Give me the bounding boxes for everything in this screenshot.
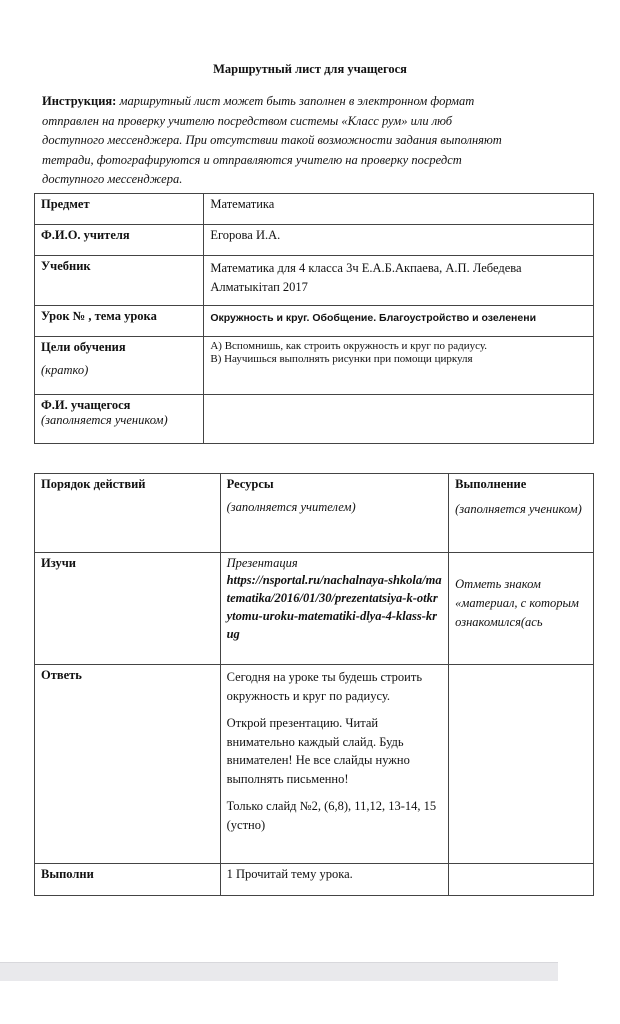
student-label: Ф.И. учащегося: [41, 398, 131, 412]
lesson-info-table: [34, 193, 594, 444]
textbook-value: [204, 256, 594, 306]
resource-type: Презентация: [226, 556, 298, 570]
viewer-bottom-bar: [0, 962, 558, 981]
student-note: (заполняется учеником): [41, 413, 168, 427]
row-do-done[interactable]: [449, 864, 594, 896]
table-row: [35, 256, 594, 306]
answer-paragraph: Только слайд №2, (6,8), 11,12, 13-14, 15 (устно): [226, 799, 437, 832]
goal-item: А) Вспомнишь, как строить окружность и круг по радиусу.: [210, 340, 488, 352]
answer-paragraph: Открой презентацию. Читай внимательно каждый слайд. Будь внимателен! Не все слайды нужно выполнять письменно!: [226, 716, 410, 786]
textbook-line: Алматыкітап 2017: [210, 280, 308, 294]
header-resources-note: (заполняется учителем): [226, 500, 356, 514]
actions-table: [34, 473, 594, 896]
row-study-resource: [220, 553, 449, 665]
goals-label: Цели обучения: [41, 340, 126, 354]
goals-note: (кратко): [41, 363, 89, 377]
textbook-label: Учебник: [35, 256, 204, 306]
table-row: [35, 553, 594, 665]
header-order: Порядок действий: [35, 474, 221, 553]
header-done-note: (заполняется учеником): [455, 502, 582, 516]
row-answer-done[interactable]: [449, 665, 594, 864]
table-row: [35, 474, 594, 553]
goals-value: [204, 337, 594, 395]
subject-label: Предмет: [35, 194, 204, 225]
instruction-label: Инструкция:: [42, 94, 117, 108]
lesson-topic: Окружность и круг. Обобщение. Благоустройство и озеленени: [204, 306, 594, 337]
page-title: Маршрутный лист для учащегося: [213, 62, 407, 76]
instruction-block: [42, 92, 582, 190]
goals-label-cell: [35, 337, 204, 395]
row-do-resource: 1 Прочитай тему урока.: [220, 864, 449, 896]
instruction-line: доступного мессенджера.: [42, 172, 183, 186]
subject-value: Математика: [204, 194, 594, 225]
table-row: [35, 864, 594, 896]
instruction-line: тетради, фотографируются и отправляются учителю на проверку посредст: [42, 152, 462, 167]
teacher-value: Егорова И.А.: [204, 225, 594, 256]
table-row: [35, 194, 594, 225]
row-answer-resource: [220, 665, 449, 864]
student-name-field[interactable]: [204, 395, 594, 444]
instruction-line: маршрутный лист может быть заполнен в электронном формат: [119, 94, 475, 108]
row-answer-action: Ответь: [35, 665, 221, 864]
teacher-label: Ф.И.О. учителя: [35, 225, 204, 256]
answer-paragraph: Сегодня на уроке ты будешь строить окружность и круг по радиусу.: [226, 670, 423, 703]
row-do-action: Выполни: [35, 864, 221, 896]
table-row: [35, 225, 594, 256]
textbook-line: Математика для 4 класса 3ч Е.А.Б.Акпаева, А.П. Лебедева: [210, 261, 522, 275]
presentation-link[interactable]: https://nsportal.ru/nachalnaya-shkola/matematika/2016/01/30/prezentatsiya-k-otkrytomu-uroku-matematiki-dlya-4-klass-krug: [226, 573, 442, 641]
goal-item: В) Научишься выполнять рисунки при помощи циркуля: [210, 353, 473, 365]
row-study-done: Отметь знаком «материал, с которым ознакомился(ась: [449, 553, 594, 665]
header-done: Выполнение: [455, 477, 527, 491]
table-row: [35, 337, 594, 395]
lesson-label: Урок № , тема урока: [35, 306, 204, 337]
instruction-line: доступного мессенджера. При отсутствии такой возможности задания выполняют: [42, 133, 502, 147]
instruction-line: отправлен на проверку учителю посредством системы «Класс рум» или люб: [42, 113, 453, 128]
row-study-action: Изучи: [35, 553, 221, 665]
table-row: [35, 306, 594, 337]
header-resources-cell: [220, 474, 449, 553]
student-label-cell: [35, 395, 204, 444]
table-row: [35, 665, 594, 864]
header-done-cell: [449, 474, 594, 553]
header-resources: Ресурсы: [226, 477, 274, 491]
table-row: [35, 395, 594, 444]
